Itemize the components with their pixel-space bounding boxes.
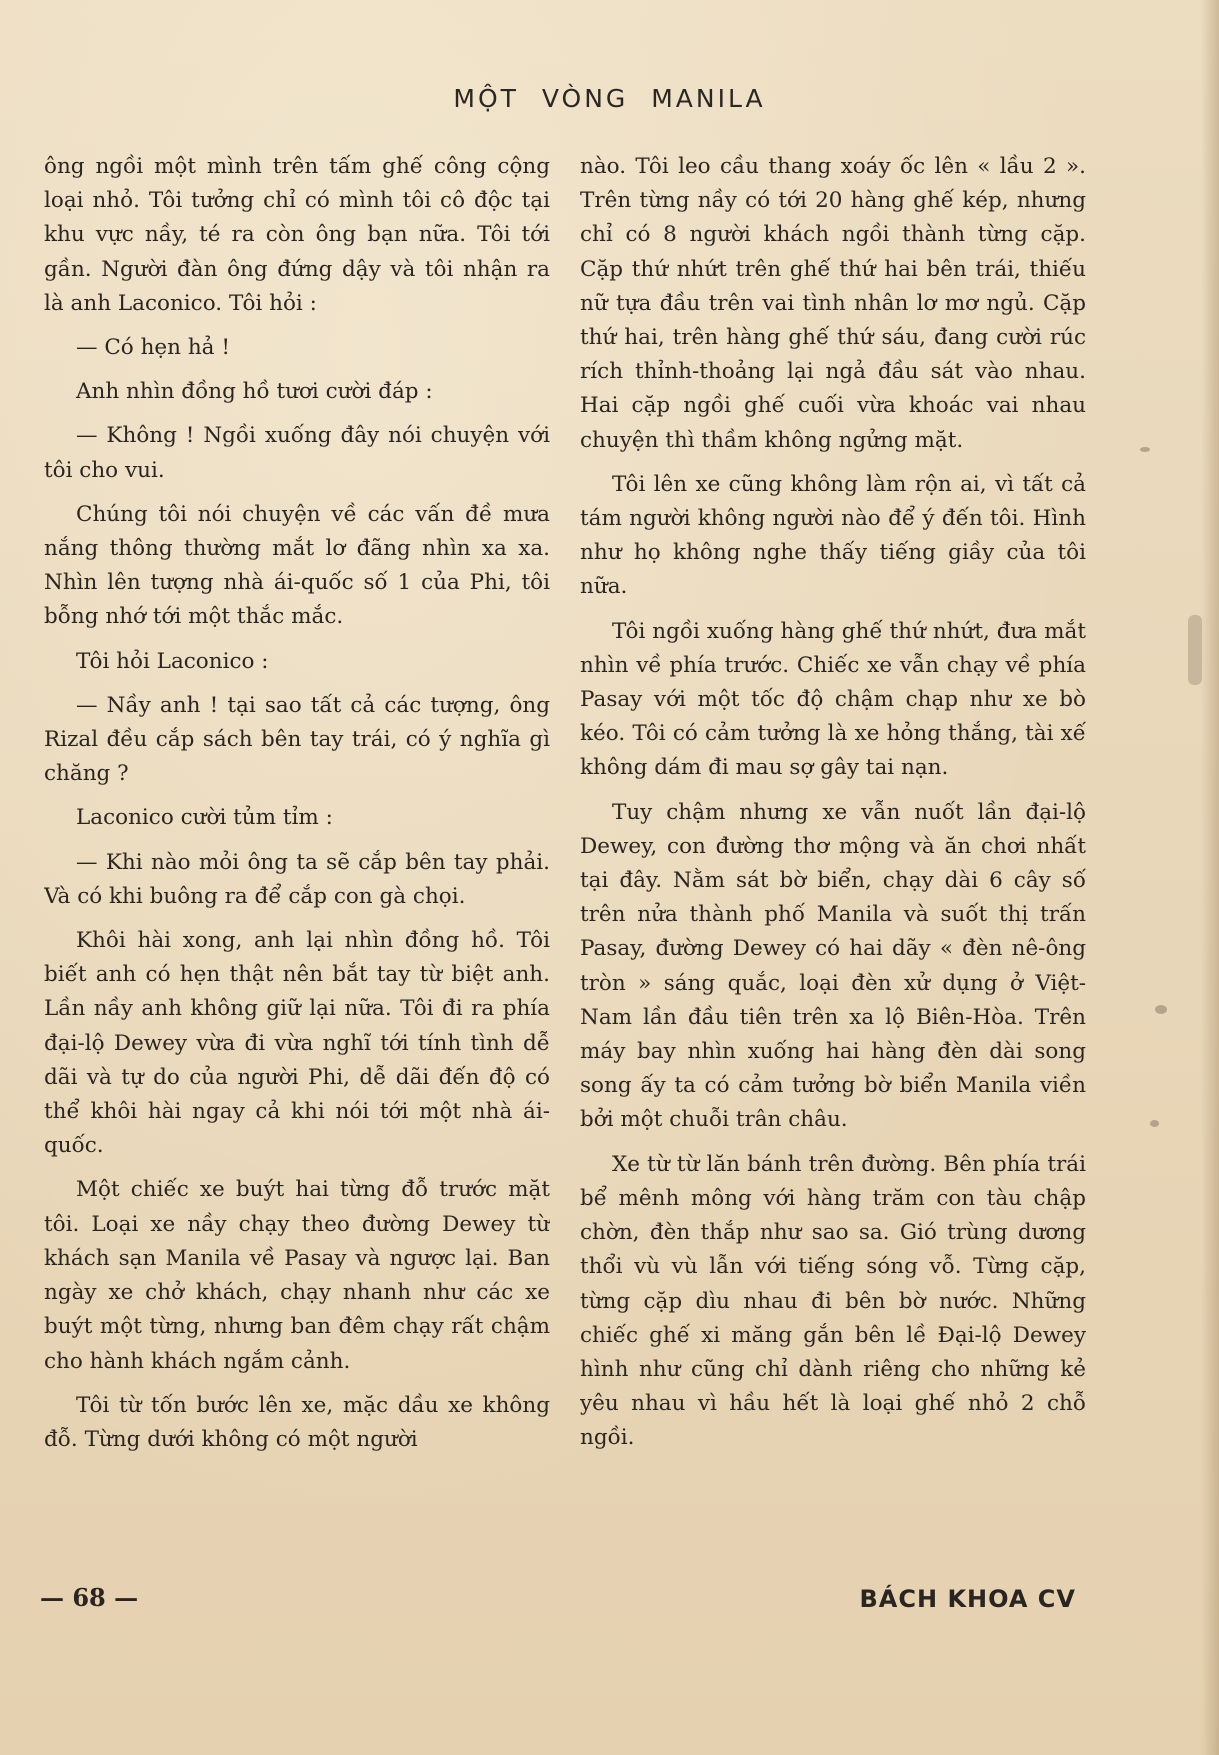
paragraph: — Có hẹn hả !: [76, 335, 230, 361]
paragraph: Tôi từ tốn bước lên xe, mặc dầu xe không đỗ. Từng dưới không có một người: [44, 1392, 550, 1452]
right-column: [580, 150, 1086, 1550]
paragraph: nào. Tôi leo cầu thang xoáy ốc lên « lầu 2 ». Trên từng nầy có tới 20 hàng ghế kép, nhưng chỉ có 8 người khách ngồi thành từng cặp. Cặp thứ nhứt trên ghế thứ hai bên trái, thiếu nữ tựa đầu trên vai tình nhân lơ mơ ngủ. Cặp thứ hai, trên hàng ghế thứ sáu, đang cười rúc rích thỉnh-thoảng lại ngả đầu sát vào nhau. Hai cặp ngồi ghế cuối vừa khoác vai nhau chuyện thì thầm không ngửng mặt.: [580, 154, 1086, 453]
paper-speck: [1188, 615, 1202, 685]
paragraph: Chúng tôi nói chuyện về các vấn đề mưa nắng thông thường mắt lơ đãng nhìn xa xa. Nhìn lên tượng nhà ái-quốc số 1 của Phi, tôi bỗng nhớ tới một thắc mắc.: [44, 501, 550, 630]
paragraph: Một chiếc xe buýt hai từng đỗ trước mặt tôi. Loại xe nầy chạy theo đường Dewey từ khách sạn Manila về Pasay và ngược lại. Ban ngày xe chở khách, chạy nhanh như các xe buýt một từng, nhưng ban đêm chạy rất chậm cho hành khách ngắm cảnh.: [44, 1177, 550, 1374]
paper-speck: [1140, 447, 1150, 452]
paragraph: Laconico cười tủm tỉm :: [76, 805, 333, 831]
paragraph: — Không ! Ngồi xuống đây nói chuyện với tôi cho vui.: [44, 423, 550, 483]
paragraph: — Khi nào mỏi ông ta sẽ cắp bên tay phải. Và có khi buông ra để cắp con gà chọi.: [44, 849, 550, 909]
paragraph: ông ngồi một mình trên tấm ghế công cộng loại nhỏ. Tôi tưởng chỉ có mình tôi cô độc tại khu vực nầy, té ra còn ông bạn nữa. Tôi tới gần. Người đàn ông đứng dậy và tôi nhận ra là anh Laconico. Tôi hỏi :: [44, 154, 550, 316]
paper-speck: [1155, 1005, 1167, 1014]
paragraph: Xe từ từ lăn bánh trên đường. Bên phía trái bể mênh mông với hàng trăm con tàu chập chờn, đèn thắp như sao sa. Gió trùng dương thổi vù vù lẫn với tiếng sóng vỗ. Từng cặp, từng cặp dìu nhau đi bên bờ nước. Những chiếc ghế xi măng gắn bên lề Đại-lộ Dewey hình như cũng chỉ dành riêng cho những kẻ yêu nhau vì hầu hết là loại ghế nhỏ 2 chỗ ngồi.: [580, 1151, 1086, 1451]
paragraph: Tôi ngồi xuống hàng ghế thứ nhứt, đưa mắt nhìn về phía trước. Chiếc xe vẫn chạy về phía Pasay với một tốc độ chậm chạp như xe bò kéo. Tôi có cảm tưởng là xe hỏng thắng, tài xế không dám đi mau sợ gây tai nạn.: [580, 618, 1086, 781]
paragraph: Anh nhìn đồng hồ tươi cười đáp :: [76, 379, 433, 405]
paper-speck: [1150, 1120, 1159, 1127]
publication-name: BÁCH KHOA CV: [859, 1585, 1076, 1613]
page-title: MỘT VÒNG MANILA: [453, 84, 766, 113]
page-edge-shadow: [1201, 0, 1219, 1755]
paragraph: — Nầy anh ! tại sao tất cả các tượng, ông Rizal đều cắp sách bên tay trái, có ý nghĩa gì chăng ?: [44, 692, 550, 787]
paragraph: Tôi lên xe cũng không làm rộn ai, vì tất cả tám người không người nào để ý đến tôi. Hình như họ không nghe thấy tiếng giầy của tôi nữa.: [580, 471, 1086, 600]
paragraph: Tôi hỏi Laconico :: [76, 648, 269, 674]
paragraph: Tuy chậm nhưng xe vẫn nuốt lần đại-lộ Dewey, con đường thơ mộng và ăn chơi nhất tại đây. Nằm sát bờ biển, chạy dài 6 cây số trên nửa thành phố Manila và suốt thị trấn Pasay, đường Dewey có hai dãy « đèn nê-ông tròn » sáng quắc, loại đèn xử dụng ở Việt-Nam lần đầu tiên trên xa lộ Biên-Hòa. Trên máy bay nhìn xuống hai hàng đèn dài song song ấy ta có cảm tưởng bờ biển Manila viền bởi một chuỗi trân châu.: [580, 799, 1086, 1133]
page-number: — 68 —: [40, 1583, 139, 1612]
left-column: [44, 150, 550, 1550]
paragraph: Khôi hài xong, anh lại nhìn đồng hồ. Tôi biết anh có hẹn thật nên bắt tay từ biệt anh. Lần nầy anh không giữ lại nữa. Tôi đi ra phía đại-lộ Dewey vừa đi vừa nghĩ tới tính tình dễ dãi và tự do của người Phi, dễ dãi đến độ có thể khôi hài ngay cả khi nói tới một nhà ái-quốc.: [44, 928, 550, 1159]
